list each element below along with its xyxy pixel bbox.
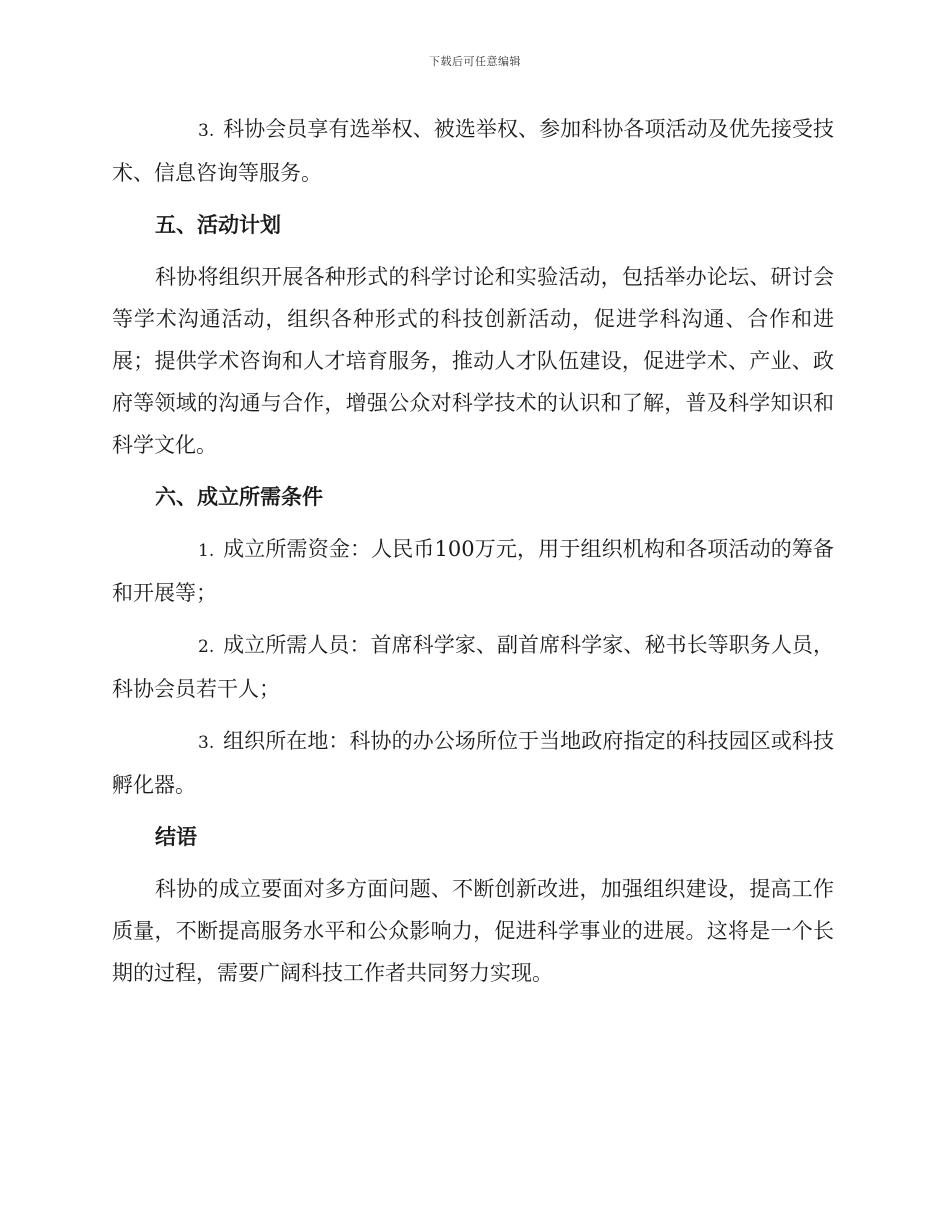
section-heading-conclusion: 结语 [155,824,197,849]
list-item [112,108,834,194]
list-item [112,720,834,806]
section-heading-activity-plan: 五、活动计划 [155,212,281,237]
list-item [112,528,834,614]
list-item-text: 组织所在地：科协的办公场所位于当地政府指定的科技园区或科技孵化器。 [112,729,834,797]
section-paragraph-conclusion: 科协的成立要面对多方面问题、不断创新改进，加强组织建设，提高工作质量，不断提高服务水平和公众影响力，促进科学事业的进展。这将是一个长期的过程，需要广阔科技工作者共同努力实现。 [112,877,834,985]
list-item [112,624,834,710]
document-body [112,108,834,1004]
list-item-text: 成立所需资金：人民币100万元，用于组织机构和各项活动的筹备和开展等； [112,537,834,605]
list-item-text: 科协会员享有选举权、被选举权、参加科协各项活动及优先接受技术、信息咨询等服务。 [112,117,834,185]
list-item-number: 3. [198,121,215,141]
section-paragraph-activity-plan: 科协将组织开展各种形式的科学讨论和实验活动，包括举办论坛、研讨会等学术沟通活动，组织各种形式的科技创新活动，促进学科沟通、合作和进展；提供学术咨询和人才培育服务，推动人才队伍建设，促进学术、产业、政府等领域的沟通与合作，增强公众对科学技术的认识和了解，普及科学知识和科学文化。 [112,265,834,457]
section-heading-requirements: 六、成立所需条件 [155,484,323,509]
page-header: 下载后可任意编辑 [429,55,521,68]
list-item-number: 1. [198,541,215,561]
list-item-number: 3. [198,733,215,753]
list-item-text: 成立所需人员：首席科学家、副首席科学家、秘书长等职务人员，科协会员若干人； [112,633,834,701]
list-item-number: 2. [198,637,215,657]
